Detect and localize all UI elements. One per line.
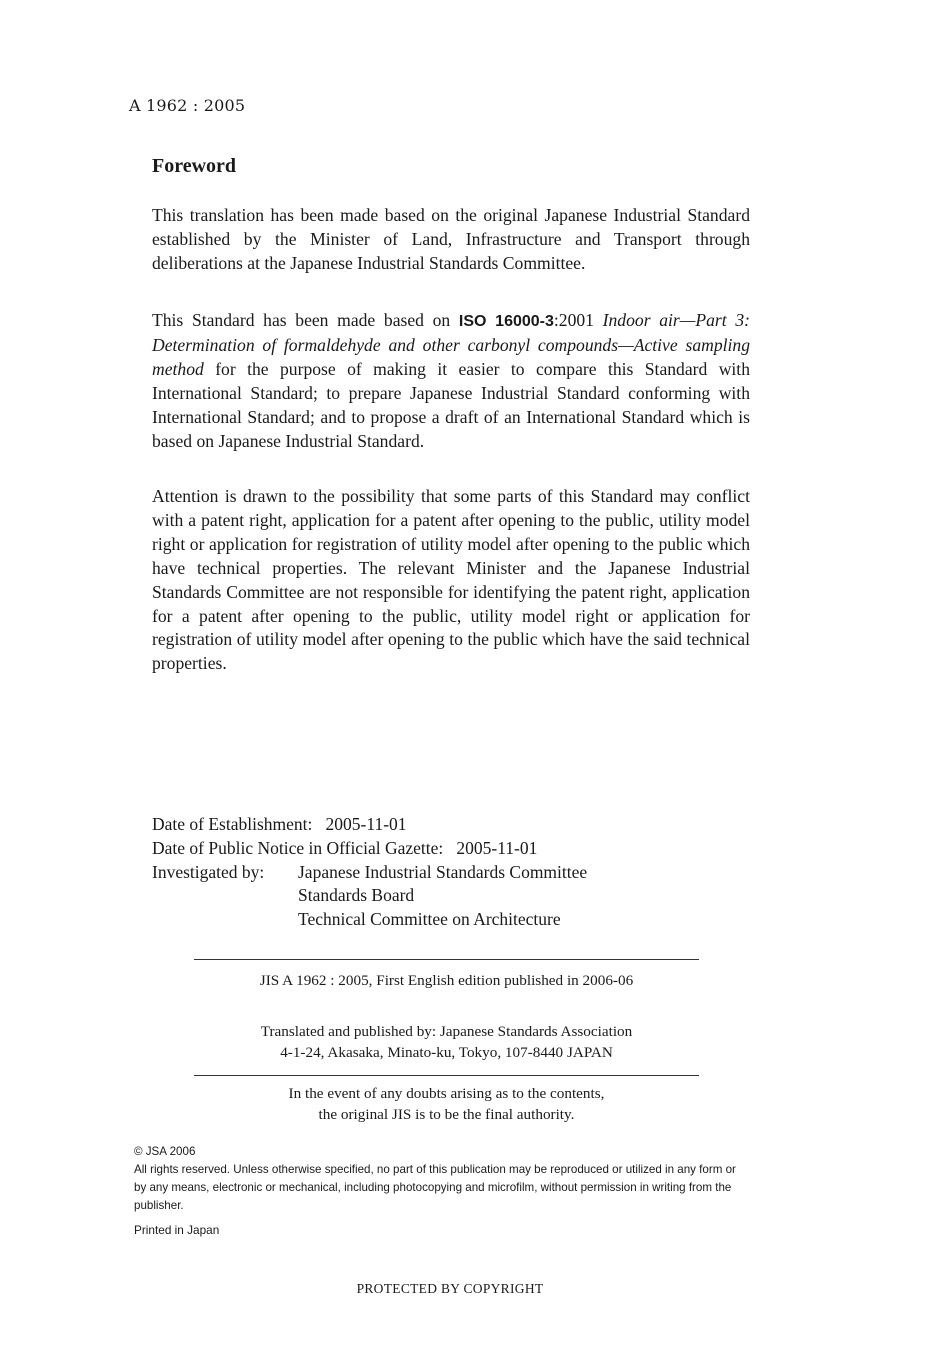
notice-date: 2005-11-01: [456, 837, 538, 858]
notice-row: [152, 837, 537, 861]
investigated-item: Standards Board: [298, 885, 415, 906]
printed-in: Printed in Japan: [134, 1223, 220, 1237]
rights-statement: All rights reserved. Unless otherwise specified, no part of this publication may be reproduced or utilized in any form or by any means, electronic or mechanical, including photocopying and microfilm, without permission in writing from the publisher.: [134, 1163, 736, 1212]
investigated-item: Japanese Industrial Standards Committee: [298, 861, 588, 882]
page-title: Foreword: [152, 155, 237, 177]
divider: [194, 959, 699, 960]
establishment-row: [152, 813, 537, 837]
publisher-block: [194, 1021, 699, 1063]
authority-line-1: In the event of any doubts arising as to the contents,: [288, 1085, 605, 1102]
investigated-row: [152, 861, 588, 930]
copyright-notice: © JSA 2006: [134, 1145, 196, 1158]
publisher-line: Translated and published by: Japanese Standards Association: [260, 1023, 633, 1040]
notice-label: Date of Public Notice in Official Gazette:: [152, 837, 444, 858]
iso-year: :2001: [553, 310, 603, 330]
document-code: A 1962 : 2005: [129, 96, 246, 115]
investigated-item: Technical Committee on Architecture: [298, 909, 561, 930]
paragraph-translation-note: This translation has been made based on the original Japanese Industrial Standard established by the Minister of Land, Infrastructure and Transport through deliberations at the Japanese Industrial Standards Committee.: [152, 205, 750, 273]
publisher-address: 4-1-24, Akasaka, Minato-ku, Tokyo, 107-8440 JAPAN: [280, 1044, 613, 1061]
authority-line-2: the original JIS is to be the final authority.: [318, 1106, 575, 1123]
p2-rest: for the purpose of making it easier to compare this Standard with International Standard; to prepare Japanese Industrial Standard conforming with International Standard; and to propose a draft of an International Standard which is based on Japanese Industrial Standard.: [152, 358, 750, 451]
authority-note: [194, 1083, 699, 1125]
establishment-date: 2005-11-01: [325, 814, 407, 834]
footer-watermark: PROTECTED BY COPYRIGHT: [356, 1281, 544, 1296]
edition-line: JIS A 1962 : 2005, First English edition published in 2006-06: [259, 972, 634, 989]
establishment-label: Date of Establishment:: [152, 814, 313, 834]
paragraph-iso-basis: [152, 309, 750, 453]
paragraph-patent-notice: Attention is drawn to the possibility that some parts of this Standard may conflict with a patent right, application for a patent after opening to the public, utility model right or application for registration of utility model after opening to the public which have technical properties. The relevant Minister and the Japanese Industrial Standards Committee are not responsible for identifying the patent right, application for a patent after opening to the public, utility model right or application for registration of utility model after opening to the public which have the said technical properties.: [152, 486, 750, 674]
p2-lead: This Standard has been made based on: [152, 310, 459, 330]
divider: [194, 1075, 699, 1076]
establishment-info: [152, 813, 588, 930]
copyright-block: [134, 1143, 744, 1215]
investigated-list: [298, 861, 587, 932]
iso-title: Indoor air—Part 3: Determination of formaldehyde and other carbonyl compounds—Active sampling method: [152, 310, 750, 379]
iso-reference: ISO 16000-3: [458, 313, 554, 330]
investigated-label: Investigated by:: [152, 861, 265, 882]
